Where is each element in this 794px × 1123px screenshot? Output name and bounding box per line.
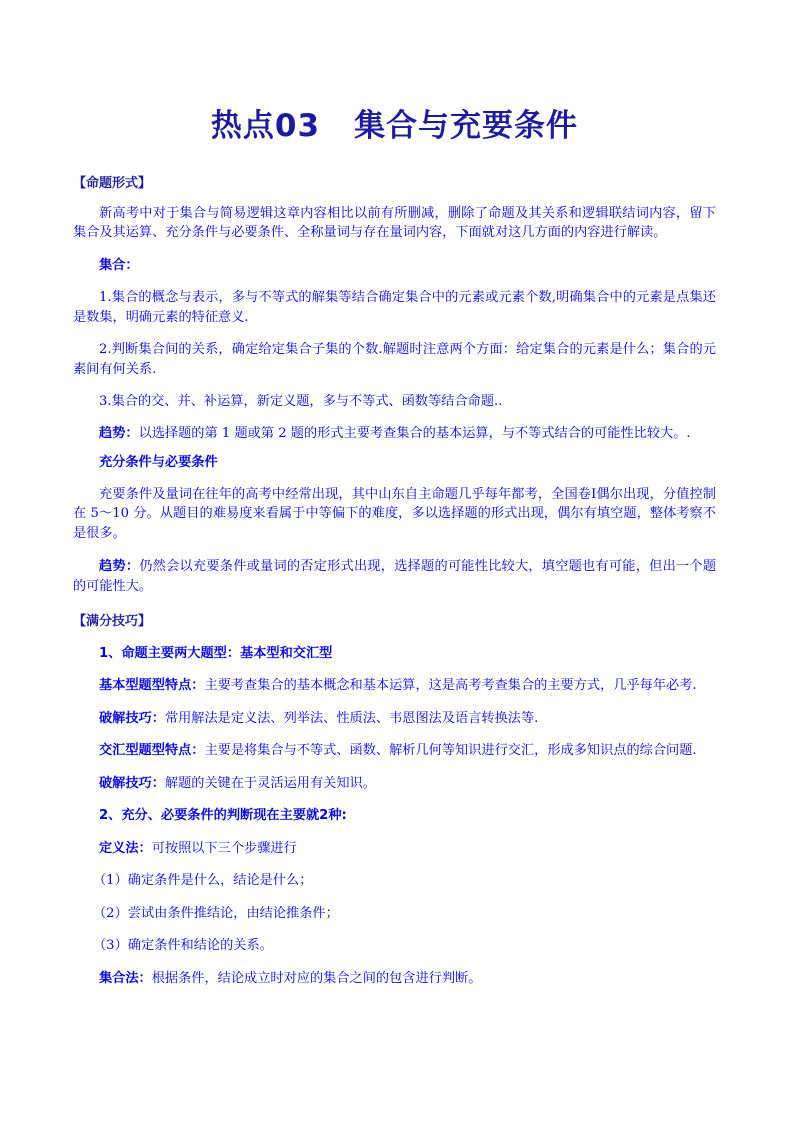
tips-set-method-label: 集合法： <box>99 970 152 986</box>
sets-trend-text: 以选择题的第 1 题或第 2 题的形式主要考查集合的基本运算，与不等式结合的可能性比较大。. <box>138 425 691 441</box>
tips-solve-1-text: 常用解法是定义法、列举法、性质法、韦恩图法及语言转换法等. <box>164 710 539 726</box>
tips-step-2: （2）尝试由条件推结论，由结论推条件； <box>93 905 339 921</box>
tips-definition <box>73 839 716 859</box>
conditions-trend-text: 仍然会以充要条件或量词的否定形式出现，选择题的可能性比较大，填空题也有可能，但出一个题的可能性大。 <box>73 559 717 594</box>
tips-cross <box>73 741 716 761</box>
intro-paragraph: 新高考中对于集合与简易逻辑这章内容相比以前有所删减，删除了命题及其关系和逻辑联结词内容，留下集合及其运算、充分条件与必要条件、全称量词与存在量词内容，下面就对这几方面的内容进行解读。 <box>73 205 716 240</box>
sets-label: 集合： <box>99 257 139 273</box>
tips-basic-label: 基本型题型特点： <box>99 678 205 693</box>
tips-step-1: （1）确定条件是什么，结论是什么； <box>93 873 313 888</box>
tips-solve-2-label: 破解技巧： <box>99 775 165 791</box>
tips-definition-text: 可按照以下三个步骤进行 <box>151 840 297 856</box>
sets-trend-label: 趋势： <box>99 425 139 441</box>
tips-solve-2 <box>73 774 716 794</box>
tips-basic <box>73 676 716 696</box>
title-sub: 集合与充要条件 <box>354 108 579 144</box>
section-heading-tips: 【满分技巧】 <box>73 614 152 629</box>
tips-solve-1-label: 破解技巧： <box>99 710 165 726</box>
section-heading-format: 【命题形式】 <box>73 176 152 191</box>
sets-item-1: 1.集合的概念与表示，多与不等式的解集等结合确定集合中的元素或元素个数,明确集合中的元素是点集还是数集，明确元素的特征意义. <box>73 290 716 325</box>
tips-solve-1 <box>73 709 716 729</box>
conditions-trend-label: 趋势： <box>99 559 140 574</box>
conditions-paragraph: 充要条件及量词在往年的高考中经常出现，其中山东自主命题几乎每年都考，全国卷Ⅰ偶尔出现，分值控制在 5～10 分。从题目的难易度来看属于中等偏下的难度，多以选择题的形式出现，偶尔有填空题，整体考察不是很多。 <box>73 486 716 541</box>
tips-basic-text: 主要考查集合的基本概念和基本运算，这是高考考查集合的主要方式，几乎每年必考. <box>204 678 697 693</box>
page-title <box>73 0 716 146</box>
tips-step-3: （3）确定条件和结论的关系。 <box>93 938 273 953</box>
title-main: 热点03 <box>210 108 321 144</box>
tips-cross-text: 主要是将集合与不等式、函数、解析几何等知识进行交汇，形成多知识点的综合问题. <box>204 743 697 758</box>
tips-heading-2: 2、充分、必要条件的判断现在主要就2种: <box>99 808 347 823</box>
conditions-label: 充分条件与必要条件 <box>99 455 218 470</box>
tips-set-method-text: 根据条件，结论成立时对应的集合之间的包含进行判断。 <box>151 970 482 986</box>
tips-cross-label: 交汇型题型特点： <box>99 743 205 758</box>
tips-set-method <box>73 969 716 989</box>
sets-item-3: 3.集合的交、并、补运算，新定义题，多与不等式、函数等结合命题.. <box>99 394 503 409</box>
conditions-trend <box>73 557 716 596</box>
tips-definition-label: 定义法： <box>99 840 152 856</box>
tips-solve-2-text: 解题的关键在于灵活运用有关知识。 <box>164 775 376 791</box>
tips-heading-1: 1、命题主要两大题型：基本型和交汇型 <box>99 645 333 661</box>
sets-item-2: 2.判断集合间的关系，确定给定集合子集的个数.解题时注意两个方面：给定集合的元素是什么；集合的元素间有何关系. <box>73 342 716 377</box>
sets-trend <box>73 424 716 444</box>
